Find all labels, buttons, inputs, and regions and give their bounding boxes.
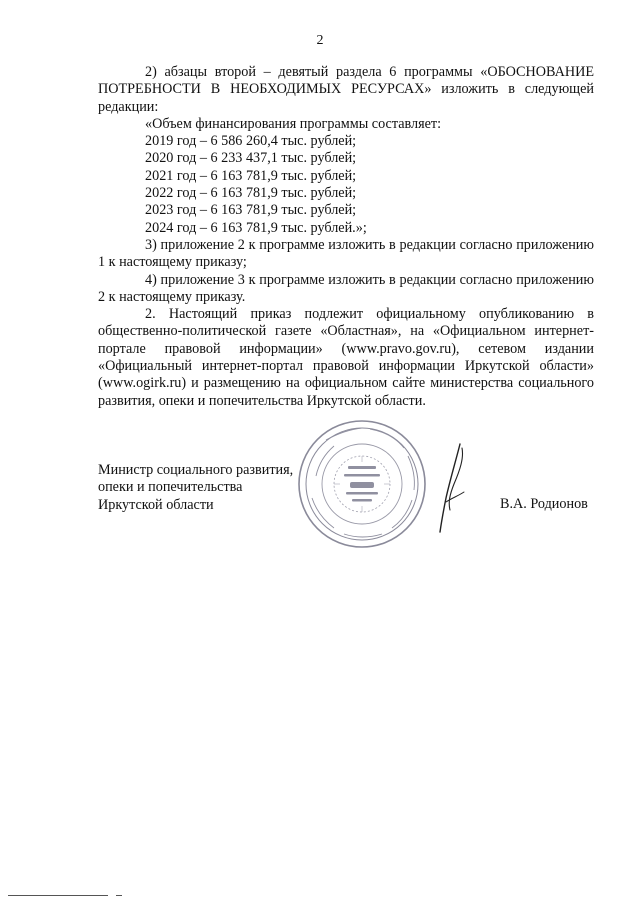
funding-line-2024: 2024 год – 6 163 781,9 тыс. рублей.»; [145,219,367,236]
paragraph-appendix-3: 4) приложение 3 к программе изложить в редакции согласно приложению 2 к настоящему приказу. [98,271,594,305]
paragraph-funding-intro: «Объем финансирования программы составляет: [145,115,442,132]
funding-line-2021: 2021 год – 6 163 781,9 тыс. рублей; [145,167,357,184]
funding-line-2022: 2022 год – 6 163 781,9 тыс. рублей; [145,185,357,202]
funding-line-2019: 2019 год – 6 586 260,4 тыс. рублей; [145,133,357,150]
funding-line-2023: 2023 год – 6 163 781,9 тыс. рублей; [145,202,357,219]
document-body [98,64,594,410]
footer-rule [8,895,108,896]
paragraph-appendix-2: 3) приложение 2 к программе изложить в редакции согласно приложению 1 к настоящему приказу; [98,236,594,271]
paragraph-program-section: 2) абзацы второй – девятый раздела 6 программы «ОБОСНОВАНИЕ ПОТРЕБНОСТИ В НЕОБХОДИМЫХ РЕСУРСАХ» изложить в следующей редакции: [98,64,594,115]
signature-title [98,462,293,514]
signature-title-line-1: Министр социального развития, [98,462,294,478]
paragraph-publication: 2. Настоящий приказ подлежит официальному опубликованию в общественно-политической газете «Областная», на «Официальном интернет-портале правовой информации» (www.pravo.gov.ru), сетевом издании «Официальный интернет-портал правовой информации Иркутской области» (www.ogirk.ru) и размещению на официальном сайте министерства социального развития, опеки и попечительства Иркутской области. [98,306,594,409]
signer-name: В.А. Родионов [500,496,588,512]
official-seal-stamp [296,418,428,550]
signature-title-line-3: Иркутской области [98,496,214,513]
page-number: 2 [316,33,324,48]
signature-title-line-2: опеки и попечительства [98,479,243,496]
funding-line-2020: 2020 год – 6 233 437,1 тыс. рублей; [145,150,357,167]
footer-rule-mark [116,895,122,896]
handwritten-signature [432,440,472,540]
